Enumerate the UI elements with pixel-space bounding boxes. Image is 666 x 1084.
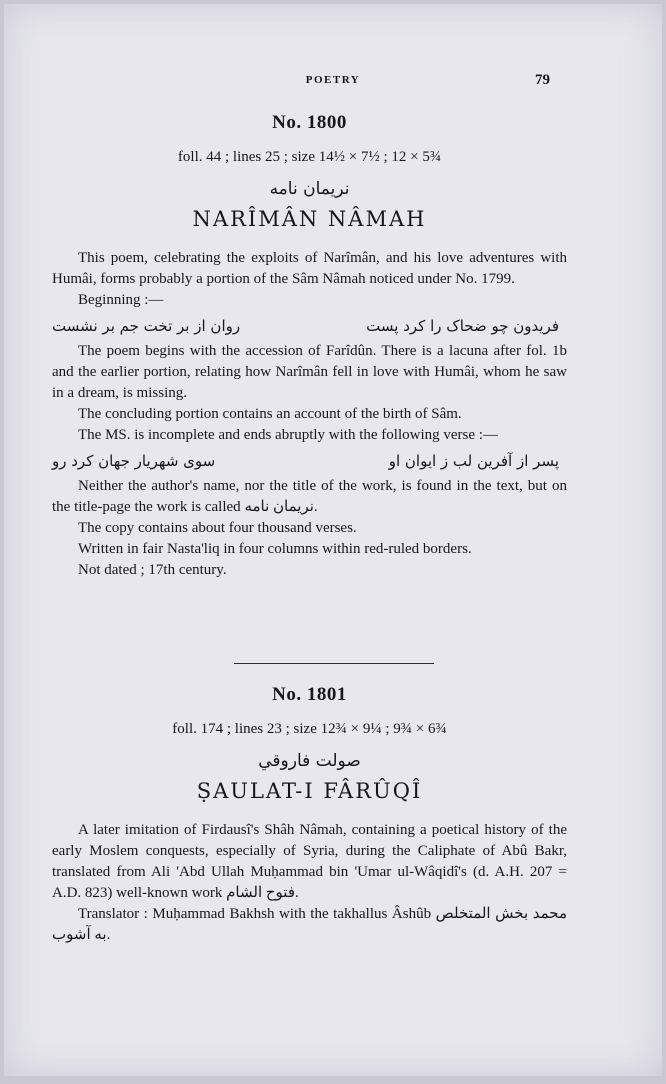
document-page <box>4 4 662 1076</box>
entry-meta: foll. 44 ; lines 25 ; size 14½ × 7½ ; 12 × 5¾ <box>177 149 442 165</box>
running-head: POETRY <box>305 74 361 86</box>
beginning-label: Beginning :— <box>78 292 164 308</box>
description-paragraph: The copy contains about four thousand verses. <box>78 520 357 536</box>
date-note: Not dated ; 17th century. <box>78 562 227 578</box>
entry-number: No. 1800 <box>272 112 347 133</box>
description-paragraph: Neither the author's name, nor the title of the work, is found in the text, but on the title-page the work is called نریمان نامه. <box>52 478 567 515</box>
page-number: 79 <box>535 72 550 88</box>
entry-title: NARÎMÂN NÂMAH <box>192 207 427 231</box>
description-paragraph: Written in fair Nasta'liq in four columns within red-ruled borders. <box>78 541 472 557</box>
entry-number: No. 1801 <box>272 684 347 705</box>
section-divider <box>234 663 434 664</box>
catalogue-entry-1801 <box>52 682 567 946</box>
entry-title: ṢAULAT-I FÂRÛQÎ <box>196 779 423 803</box>
translator-note: Translator : Muḥammad Bakhsh with the takhallus Âshûb محمد بخش المتخلص به آشوب. <box>52 906 567 943</box>
closing-verse <box>52 446 567 476</box>
opening-verse <box>52 311 567 341</box>
entry-meta: foll. 174 ; lines 23 ; size 12¾ × 9¼ ; 9¾ × 6¾ <box>172 721 447 737</box>
verse-hemistich: پسر از آفرین لب ز ایوان او <box>388 452 559 470</box>
description-paragraph: The poem begins with the accession of Farîdûn. There is a lacuna after fol. 1b and the earlier portion, relating how Narîmân fell in love with Humâi, whom he saw in a dream, is missing. <box>52 343 567 401</box>
description-paragraph: The concluding portion contains an account of the birth of Sâm. <box>78 406 462 422</box>
verse-hemistich: فریدون چو ضحاک را کرد پست <box>366 317 559 335</box>
verse-hemistich: روان از بر تخت جم بر نشست <box>52 317 241 335</box>
entry-arabic-title: نریمان نامه <box>269 179 350 199</box>
description-paragraph: The MS. is incomplete and ends abruptly with the following verse :— <box>78 427 498 443</box>
entry-arabic-title: صولت فاروقي <box>258 751 361 771</box>
description-paragraph: This poem, celebrating the exploits of Narîmân, and his love adventures with Humâi, forms probably a portion of the Sâm Nâmah noticed under No. 1799. <box>52 250 567 287</box>
catalogue-entry-1800 <box>52 110 567 581</box>
description-paragraph: A later imitation of Firdausî's Shâh Nâmah, containing a poetical history of the early Moslem conquests, especially of Syria, during the Caliphate of Abû Bakr, translated from Ali 'Abd Ullah Muḥammad bin 'Umar ul-Wâqidî's (d. A.H. 207 = A.D. 823) well-known work فتوح الشام. <box>52 822 567 901</box>
verse-hemistich: سوی شهریار جهان کرد رو <box>52 452 216 470</box>
